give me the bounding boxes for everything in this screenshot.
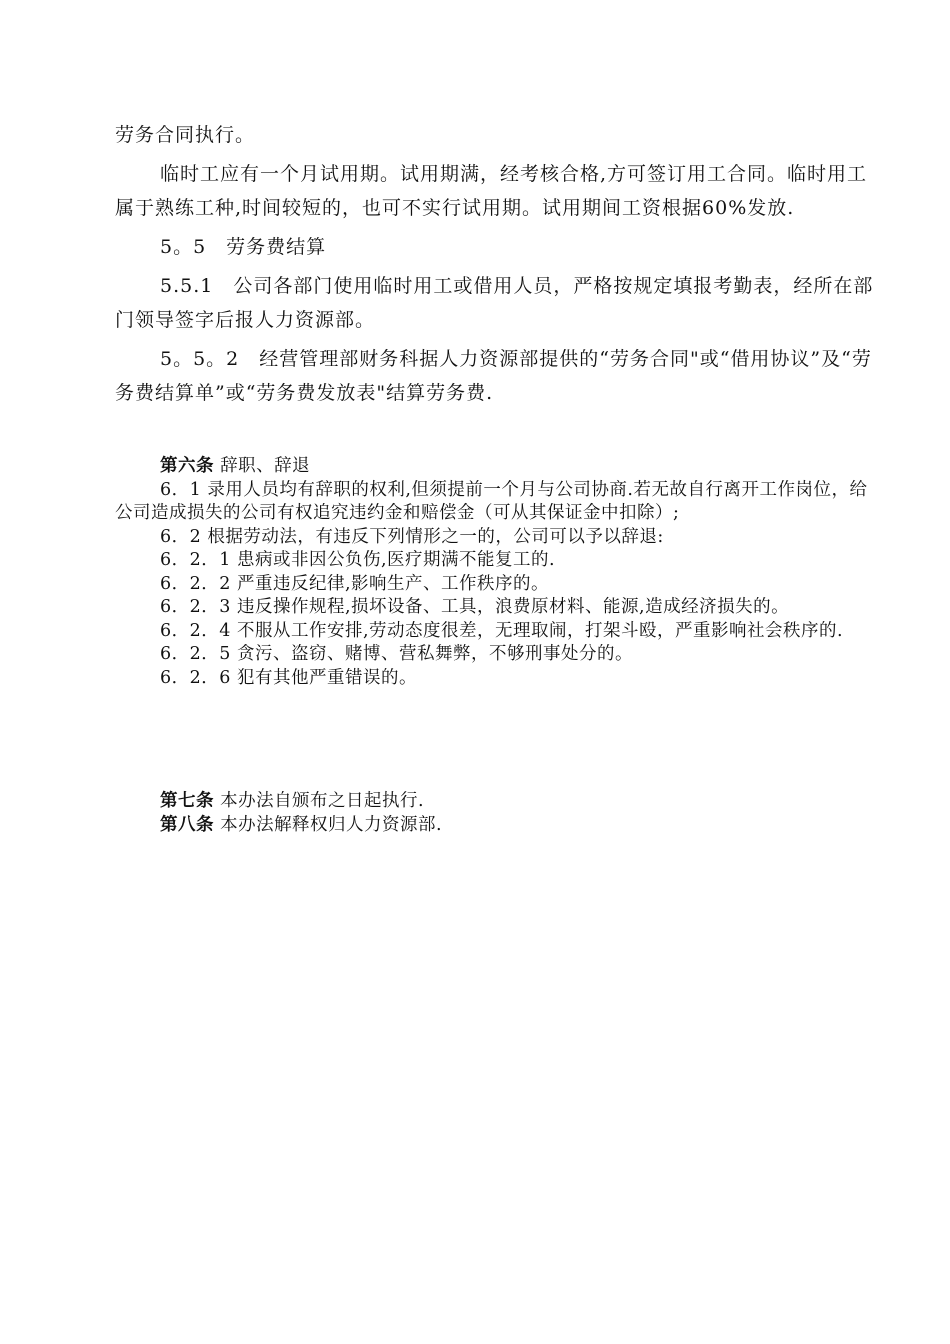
paragraph-probation: 临时工应有一个月试用期。试用期满，经考核合格,方可签订用工合同。临时用工属于熟练工种,时间较短的，也可不实行试用期。试用期间工资根据60%发放. bbox=[115, 163, 868, 219]
clause-6-2-1: 6．2．1 患病或非因公负伤,医疗期满不能复工的. bbox=[160, 550, 556, 570]
article-6-section bbox=[115, 455, 875, 690]
article-7-label: 第七条 bbox=[160, 791, 214, 811]
clause-5-5-1: 5.5.1 公司各部门使用临时用工或借用人员，严格按规定填报考勤表，经所在部门领导签字后报人力资源部。 bbox=[115, 275, 874, 331]
clause-6-2-5: 6．2．5 贪污、盗窃、赌博、营私舞弊，不够刑事处分的。 bbox=[160, 644, 633, 664]
article-7-text: 本办法自颁布之日起执行. bbox=[214, 791, 425, 811]
labor-settlement-section bbox=[115, 118, 875, 410]
paragraph-contract-execution: 劳务合同执行。 bbox=[115, 124, 256, 146]
article-8-label: 第八条 bbox=[160, 814, 214, 835]
article-6-label: 第六条 bbox=[160, 456, 214, 476]
article-7 bbox=[115, 790, 875, 814]
article-6-heading bbox=[115, 455, 875, 479]
clause-5-5-2: 5。5。2 经营管理部财务科据人力资源部提供的“劳务合同"或“借用协议”及“劳务费结算单”或“劳务费发放表"结算劳务费. bbox=[115, 348, 872, 404]
clause-6-2-2: 6．2．2 严重违反纪律,影响生产、工作秩序的。 bbox=[160, 573, 550, 594]
clause-6-2-3: 6．2．3 违反操作规程,损坏设备、工具，浪费原材料、能源,造成经济损失的。 bbox=[160, 597, 790, 617]
clause-6-1: 6．1 录用人员均有辞职的权利,但须提前一个月与公司协商.若无故自行离开工作岗位，给公司造成损失的公司有权追究违约金和赔偿金（可从其保证金中扣除）; bbox=[115, 479, 868, 523]
final-articles-section bbox=[115, 790, 875, 837]
article-8 bbox=[115, 814, 875, 838]
article-6-title: 辞职、辞退 bbox=[214, 456, 311, 476]
clause-6-2: 6．2 根据劳动法，有违反下列情形之一的，公司可以予以辞退: bbox=[160, 526, 664, 547]
clause-6-2-6: 6．2．6 犯有其他严重错误的。 bbox=[160, 667, 417, 688]
clause-6-2-4: 6．2．4 不服从工作安排,劳动态度很差，无理取闹，打架斗殴，严重影响社会秩序的. bbox=[160, 620, 844, 641]
clause-5-5-heading: 5。5 劳务费结算 bbox=[160, 236, 327, 258]
article-8-text: 本办法解释权归人力资源部. bbox=[214, 814, 443, 835]
